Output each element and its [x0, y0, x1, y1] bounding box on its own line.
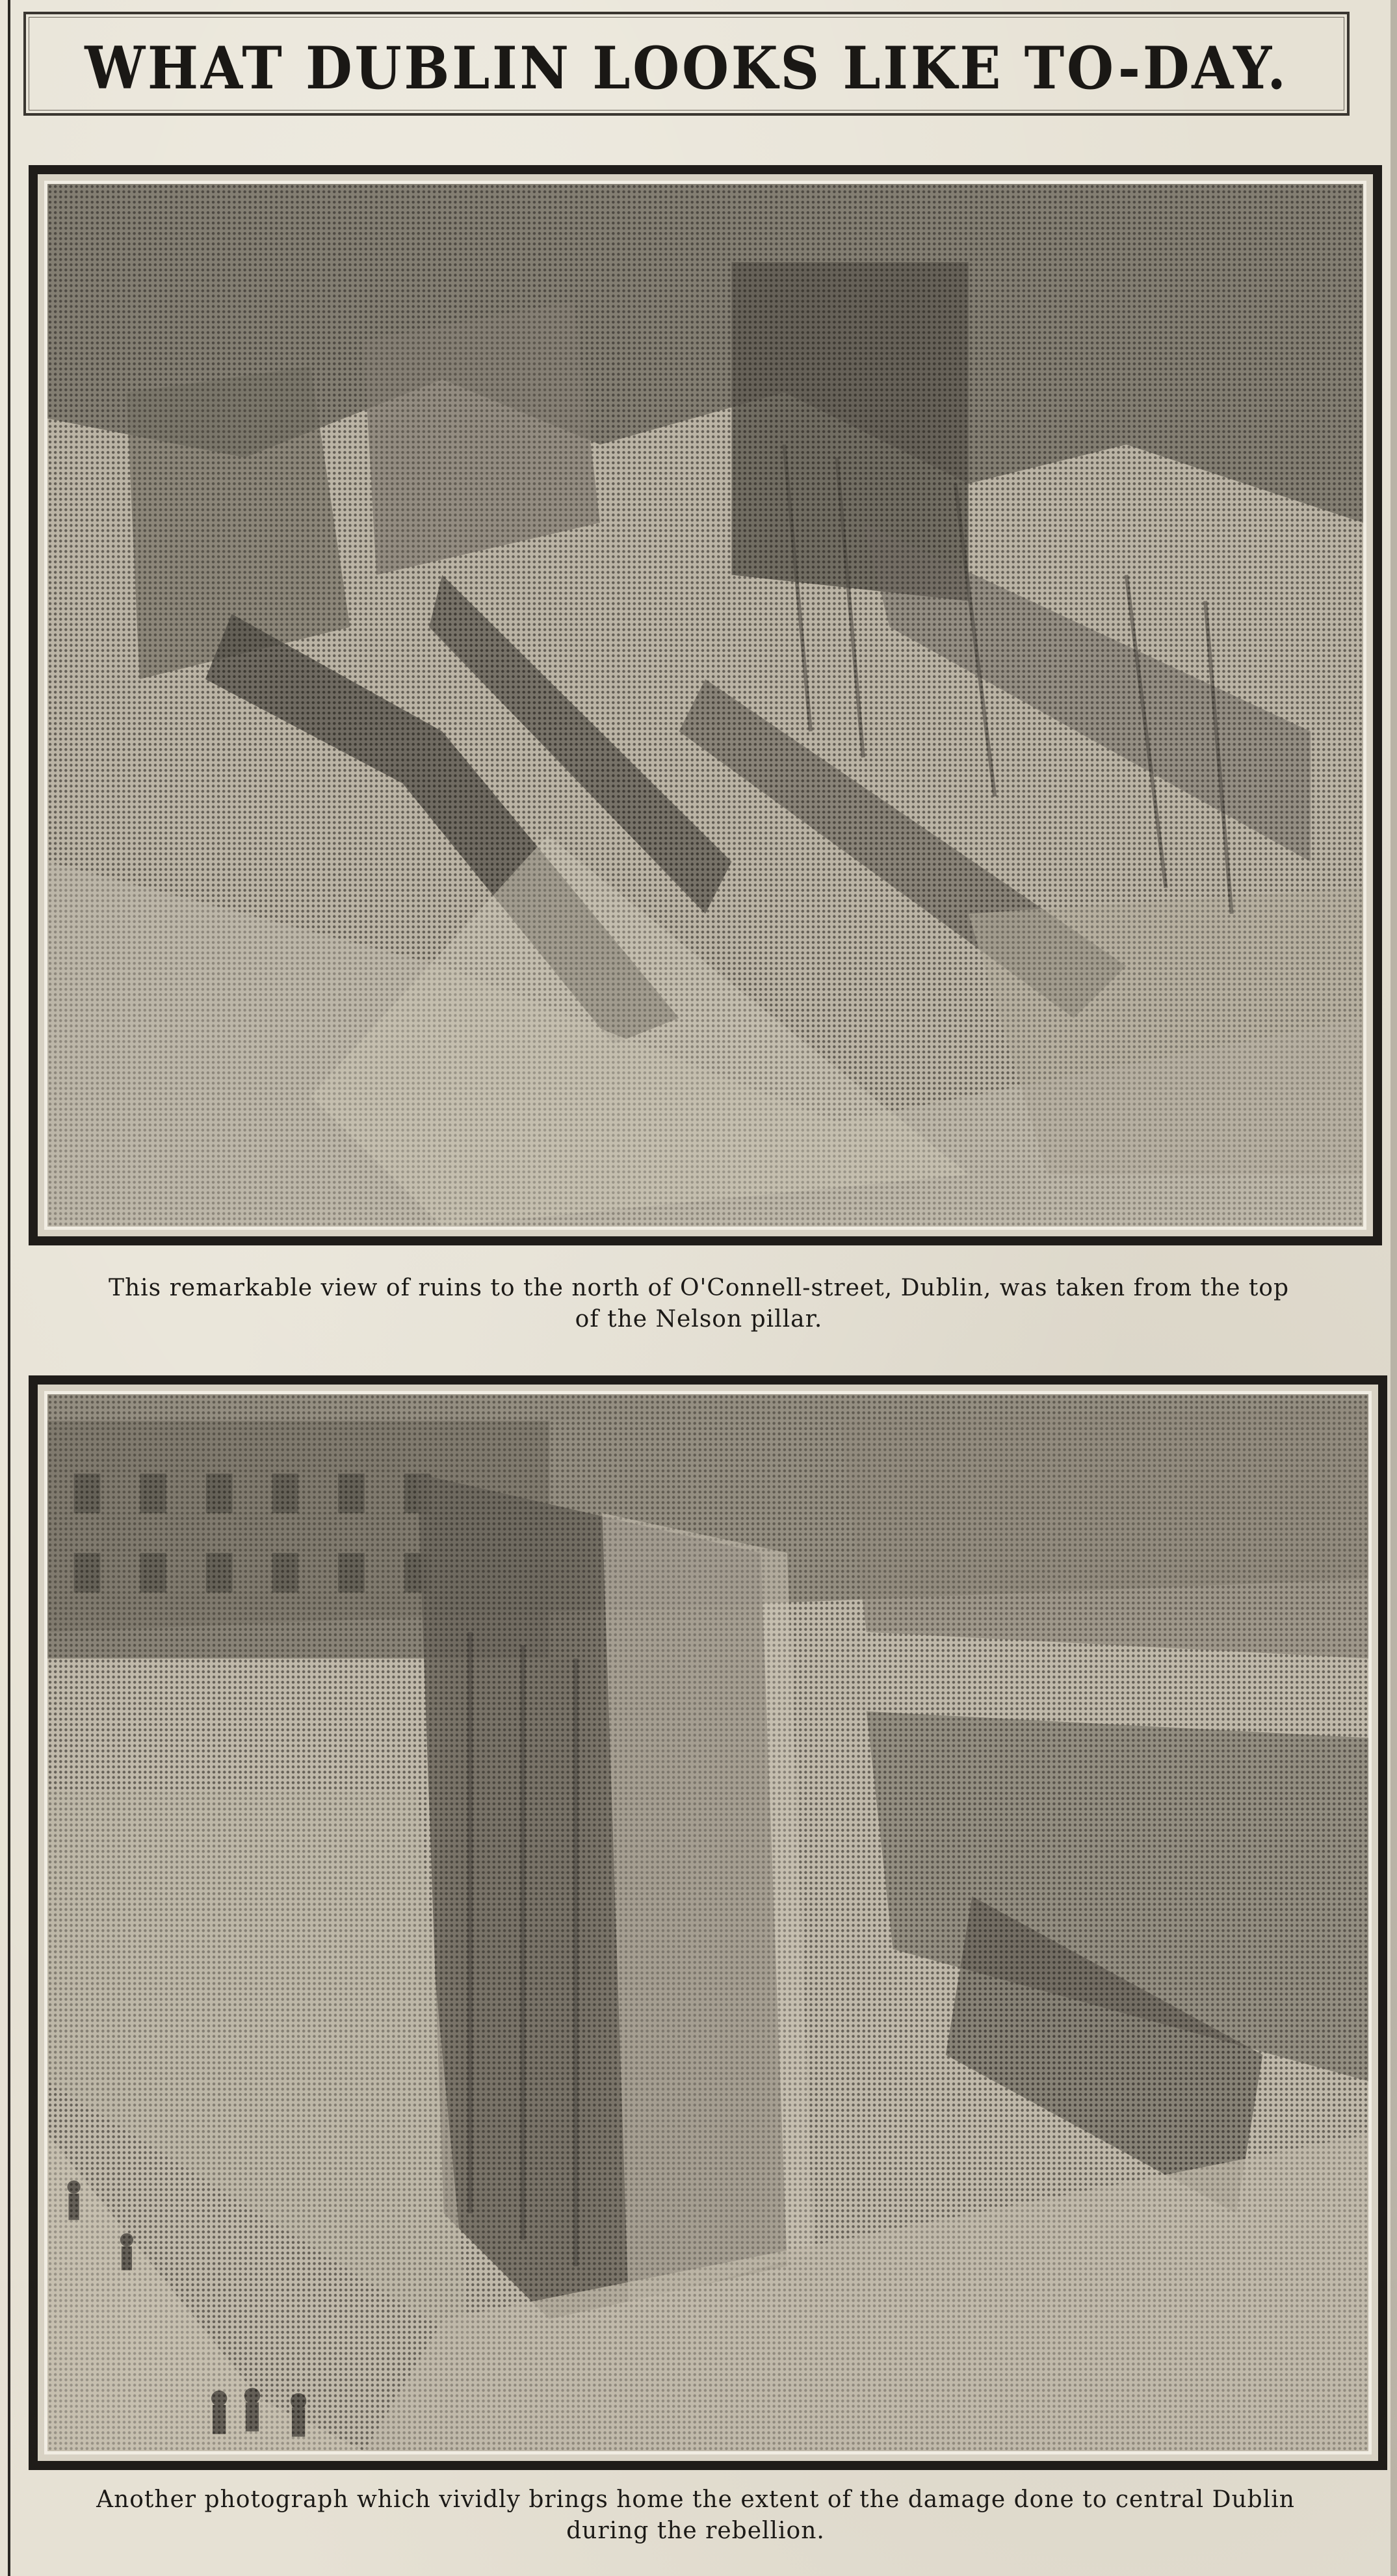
column-rule — [8, 0, 10, 2576]
caption-line: This remarkable view of ruins to the north of O'Connell-street, Dublin, was taken from the top — [108, 1275, 1290, 1301]
photo-damage-central-dublin — [29, 1375, 1387, 2470]
photo-ruins-image — [47, 184, 1363, 1227]
photo-damage-image — [47, 1394, 1368, 2451]
headline: WHAT DUBLIN LOOKS LIKE TO-DAY. — [85, 34, 1288, 103]
caption-line: during the rebellion. — [566, 2517, 825, 2544]
photo-ruins-north-oconnell-street — [29, 165, 1382, 1245]
photo-caption-2 — [0, 2484, 1391, 2547]
headline-box — [23, 12, 1350, 116]
page-edge — [1390, 0, 1397, 2576]
photo-caption-1 — [20, 1273, 1378, 1335]
caption-line: Another photograph which vividly brings home the extent of the damage done to central Dublin — [96, 2486, 1295, 2513]
caption-line: of the Nelson pillar. — [575, 1306, 823, 1333]
